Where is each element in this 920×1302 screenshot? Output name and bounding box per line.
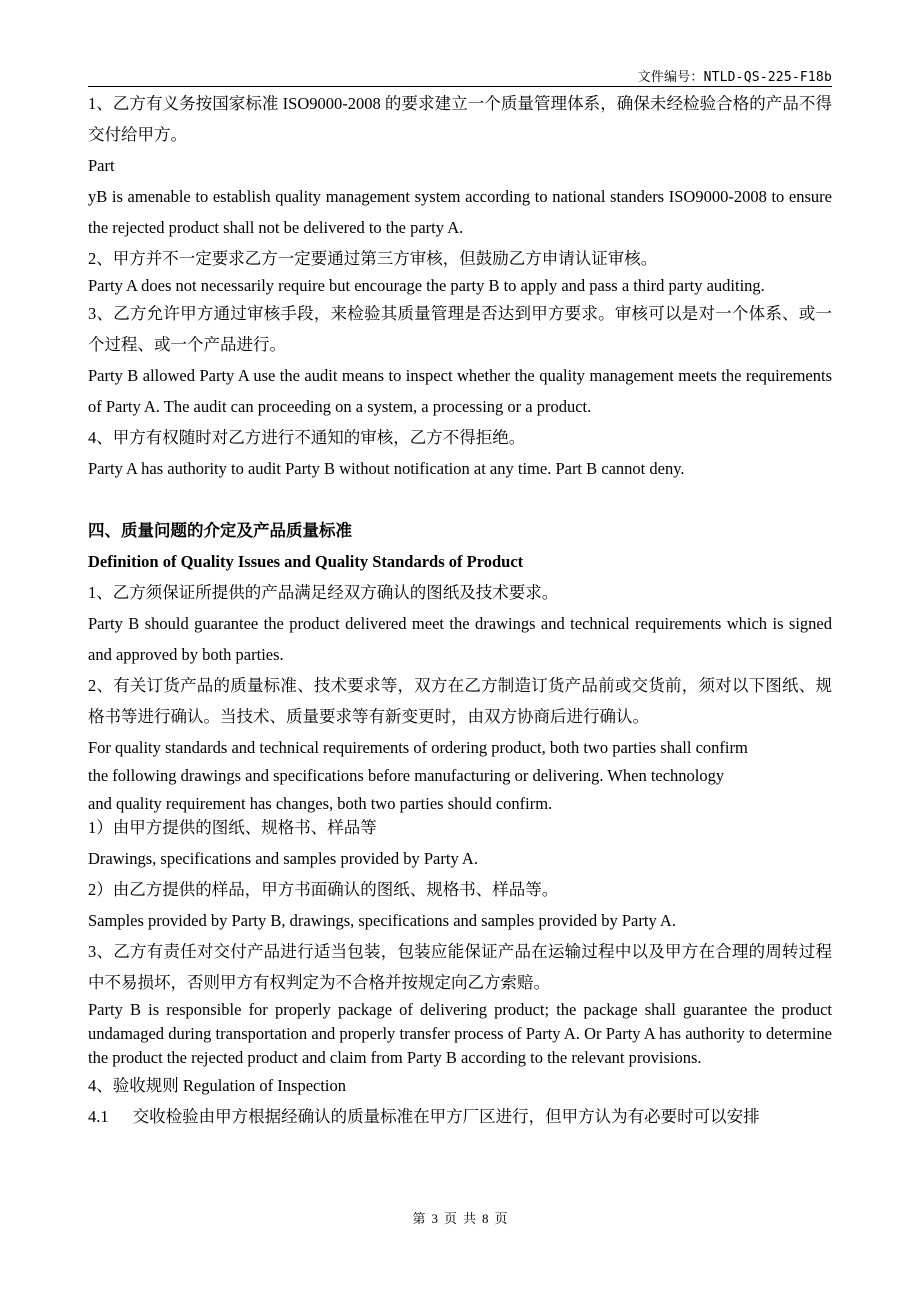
- clause-3-1-en: yB is amenable to establish quality management system according to national standers ISO9000-2008 to ensure the rejected product shall not be delivered to the party A.: [88, 187, 832, 237]
- clause-4-2-zh: 2、有关订货产品的质量标准、技术要求等，双方在乙方制造订货产品前或交货前，须对以下图纸、规格书等进行确认。当技术、质量要求等有新变更时，由双方协商后进行确认。: [88, 676, 832, 726]
- footer-prefix: 第: [412, 1211, 426, 1226]
- clause-3-3-en: Party B allowed Party A use the audit means to inspect whether the quality management meets the requirements of Party A. The audit can proceeding on a system, a processing or a product.: [88, 366, 832, 416]
- clause-4-2-1-en: Drawings, specifications and samples provided by Party A.: [88, 849, 478, 868]
- clause-4-4-title: 4、验收规则 Regulation of Inspection: [88, 1076, 347, 1095]
- clause-3-4-zh: 4、甲方有权随时对乙方进行不通知的审核，乙方不得拒绝。: [88, 428, 526, 447]
- clause-3-3-zh: 3、乙方允许甲方通过审核手段，来检验其质量管理是否达到甲方要求。审核可以是对一个体系、或一个过程、或一个产品进行。: [88, 304, 832, 354]
- clause-3-2-zh: 2、甲方并不一定要求乙方一定要通过第三方审核，但鼓励乙方申请认证审核。: [88, 249, 658, 268]
- document-body: [88, 88, 832, 1132]
- clause-4-3-zh: 3、乙方有责任对交付产品进行适当包装，包装应能保证产品在运输过程中以及甲方在合理的周转过程中不易损坏，否则甲方有权判定为不合格并按规定向乙方索赔。: [88, 942, 832, 992]
- footer-total-word: 共: [463, 1211, 477, 1226]
- clause-4-1-zh: 1、乙方须保证所提供的产品满足经双方确认的图纸及技术要求。: [88, 583, 559, 602]
- page-footer: [0, 1208, 920, 1227]
- clause-3-2-en: Party A does not necessarily require but encourage the party B to apply and pass a third party auditing.: [88, 276, 765, 295]
- clause-3-1-en-part: Part: [88, 156, 115, 175]
- clause-3-1-zh: 1、乙方有义务按国家标准 ISO9000-2008 的要求建立一个质量管理体系，确保未经检验合格的产品不得交付给甲方。: [88, 94, 832, 144]
- footer-page-number: 3: [431, 1211, 438, 1226]
- clause-4-1-en: Party B should guarantee the product delivered meet the drawings and technical requirements which is signed and approved by both parties.: [88, 614, 832, 664]
- clause-4-4-1-number: 4.1: [88, 1107, 109, 1126]
- clause-4-4-1-zh: 交收检验由甲方根据经确认的质量标准在甲方厂区进行，但甲方认为有必要时可以安排: [132, 1107, 760, 1126]
- clause-4-2-2-en: Samples provided by Party B, drawings, specifications and samples provided by Party A.: [88, 911, 676, 930]
- clause-4-3-en: Party B is responsible for properly package of delivering product; the package shall guarantee the product undamaged during transportation and properly transfer process of Party A. Or Party A has authority to determine the product the rejected product and claim from Party B according to the relevant provisions.: [88, 1000, 832, 1067]
- clause-4-2-2-zh: 2）由乙方提供的样品，甲方书面确认的图纸、规格书、样品等。: [88, 880, 559, 899]
- footer-page-word: 页: [443, 1211, 457, 1226]
- footer-total-pages: 8: [482, 1211, 489, 1226]
- clause-4-2-1-zh: 1）由甲方提供的图纸、规格书、样品等: [88, 818, 377, 837]
- clause-4-2-en-line2: the following drawings and specifications before manufacturing or delivering. When technology: [88, 766, 725, 785]
- section-title-en: Definition of Quality Issues and Quality Standards of Product: [88, 552, 524, 571]
- clause-4-2-en-line1: For quality standards and technical requirements of ordering product, both two parties shall confirm: [88, 738, 748, 757]
- header-divider: [88, 86, 832, 87]
- section-spacer: [88, 484, 832, 515]
- clause-3-4-en: Party A has authority to audit Party B without notification at any time. Part B cannot deny.: [88, 459, 685, 478]
- clause-4-4-1: [88, 1101, 832, 1132]
- footer-suffix: 页: [494, 1211, 508, 1226]
- clause-4-2-en-line3: and quality requirement has changes, both two parties should confirm.: [88, 794, 553, 813]
- section-title-zh: 四、质量问题的介定及产品质量标准: [88, 521, 352, 540]
- file-number: 文件编号：NTLD-QS-225-F18b: [637, 70, 832, 85]
